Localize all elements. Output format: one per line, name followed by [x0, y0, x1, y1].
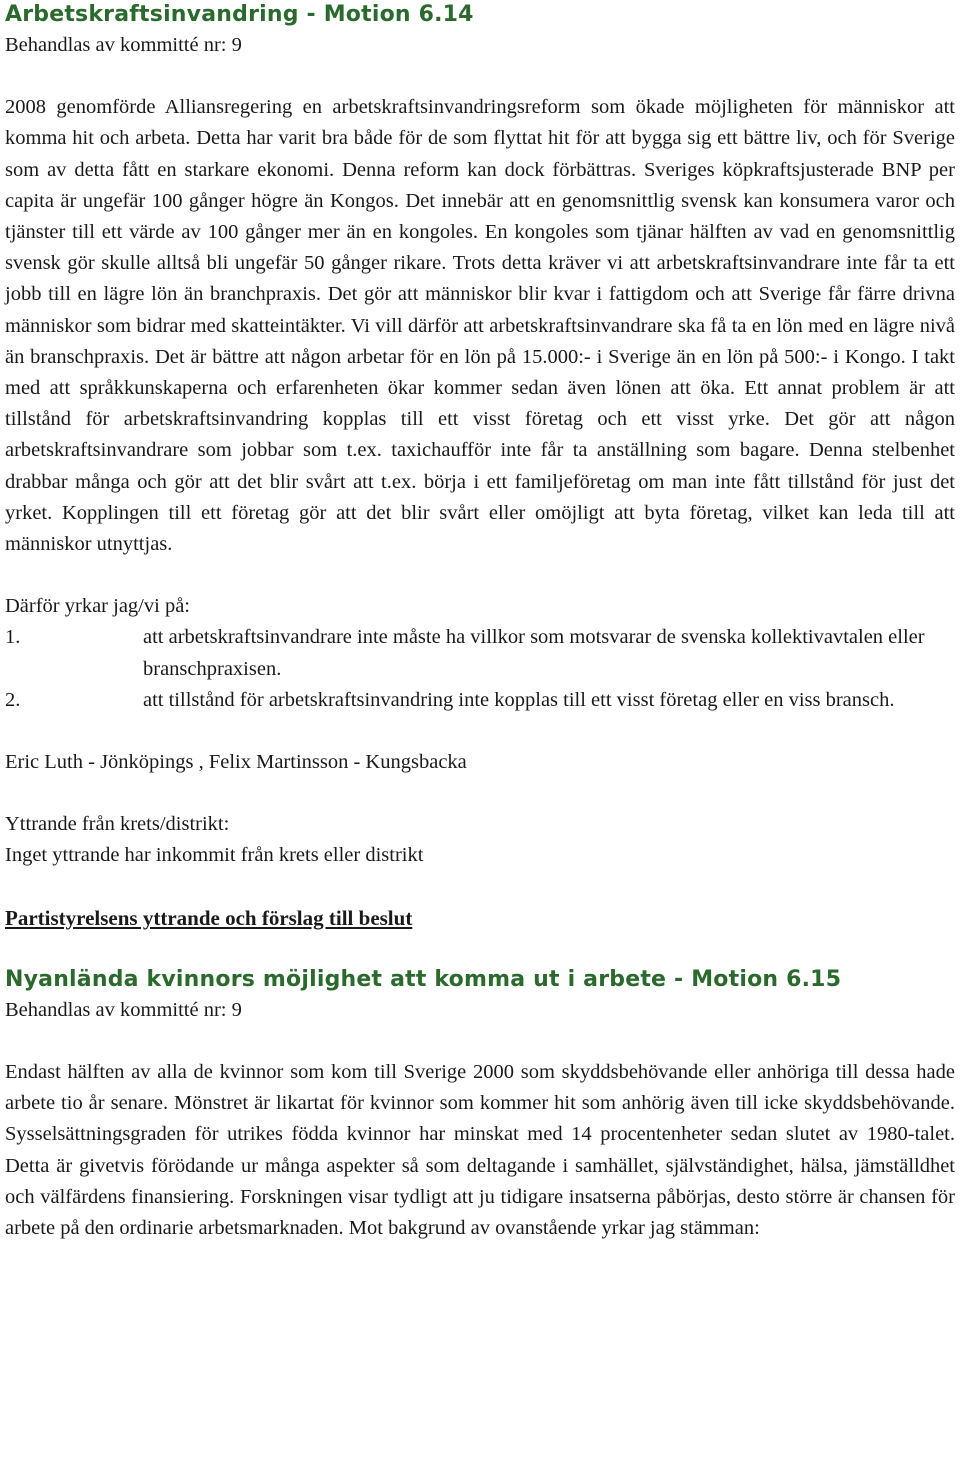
board-heading: Partistyrelsens yttrande och förslag till beslut — [5, 905, 413, 930]
demand-item — [5, 622, 955, 684]
motion-title: Nyanlända kvinnors möjlighet att komma ut i arbete - Motion 6.15 — [5, 966, 842, 992]
demand-number: 1. — [5, 626, 21, 649]
spacer — [5, 778, 955, 809]
authors-line: Eric Luth - Jönköpings , Felix Martinsson - Kungsbacka — [5, 751, 467, 774]
spacer — [5, 934, 955, 965]
committee-line: Behandlas av kommitté nr: 9 — [5, 998, 242, 1021]
demand-intro: Därför yrkar jag/vi på: — [5, 595, 190, 618]
spacer — [5, 872, 955, 903]
demand-item — [5, 685, 955, 716]
spacer — [5, 716, 955, 747]
document-page — [5, 0, 955, 1244]
district-text: Inget yttrande har inkommit från krets eller distrikt — [5, 844, 424, 867]
demand-text: att arbetskraftsinvandrare inte måste ha villkor som motsvarar de svenska kollektivavtalen eller branschpraxisen. — [143, 626, 925, 680]
motion-title: Arbetskraftsinvandring - Motion 6.14 — [5, 2, 474, 27]
spacer — [5, 1026, 955, 1057]
demand-number: 2. — [5, 688, 21, 711]
spacer — [5, 560, 955, 591]
demand-text: att tillstånd för arbetskraftsinvandring inte kopplas till ett visst företag eller en viss bransch. — [143, 688, 895, 711]
motion-body: Endast hälften av alla de kvinnor som kom till Sverige 2000 som skyddsbehövande eller anhöriga till dessa hade arbete tio år senare. Mönstret är likartat för kvinnor som kommer hit som anhörig även till icke skyddsbehövande. Sysselsättningsgraden för utrikes födda kvinnor har minskat med 14 procentenheter sedan slutet av 1980-talet. Detta är givetvis förödande ur många aspekter så som deltagande i samhället, självständighet, hälsa, jämställdhet och välfärdens finansiering. Forskningen visar tydligt att ju tidigare insatserna påbörjas, desto större är chansen för arbete på den ordinarie arbetsmarknaden. Mot bakgrund av ovanstående yrkar jag stämman: — [5, 1061, 955, 1240]
spacer — [5, 61, 955, 92]
motion-body: 2008 genomförde Alliansregering en arbetskraftsinvandringsreform som ökade möjligheten för människor att komma hit och arbeta. Detta har varit bra både för de som flyttat hit för att bygga sig ett bättre liv, och för Sverige som av detta fått en starkare ekonomi. Denna reform kan dock förbättras. Sveriges köpkraftsjusterade BNP per capita är ungefär 100 gånger högre än Kongos. Det innebär att en genomsnittlig svensk kan konsumera varor och tjänster till ett värde av 100 gånger mer än en kongoles. En kongoles som tjänar hälften av vad en genomsnittlig svensk gör skulle alltså bli ungefär 50 gånger rikare. Trots detta kräver vi att arbetskraftsinvandrare inte får ta ett jobb till en lägre lön än branchpraxis. Det gör att människor blir kvar i fattigdom och att Sverige får färre drivna människor som bidrar med skatteintäkter. Vi vill därför att arbetskraftsinvandrare ska få ta en lön med en lägre nivå än branschpraxis. Det är bättre att någon arbetar för en lön på 15.000:- i Sverige än en lön på 500:- i Kongo. I takt med att språkkunskaperna och erfarenheten ökar kommer sedan även lönen att öka. Ett annat problem är att tillstånd för arbetskraftsinvandring kopplas till ett visst företag och ett visst yrke. Det gör att någon arbetskraftsinvandrare som jobbar som t.ex. taxichaufför inte får ta anställning som bagare. Denna stelbenhet drabbar många och gör att det blir svårt att t.ex. börja i ett familjeföretag om man inte fått tillstånd för just det yrket. Kopplingen till ett företag gör att det blir svårt eller omöjligt att byta företag, vilket kan leda till att människor utnyttjas. — [5, 96, 955, 556]
committee-line: Behandlas av kommitté nr: 9 — [5, 34, 242, 56]
district-label: Yttrande från krets/distrikt: — [5, 813, 230, 836]
